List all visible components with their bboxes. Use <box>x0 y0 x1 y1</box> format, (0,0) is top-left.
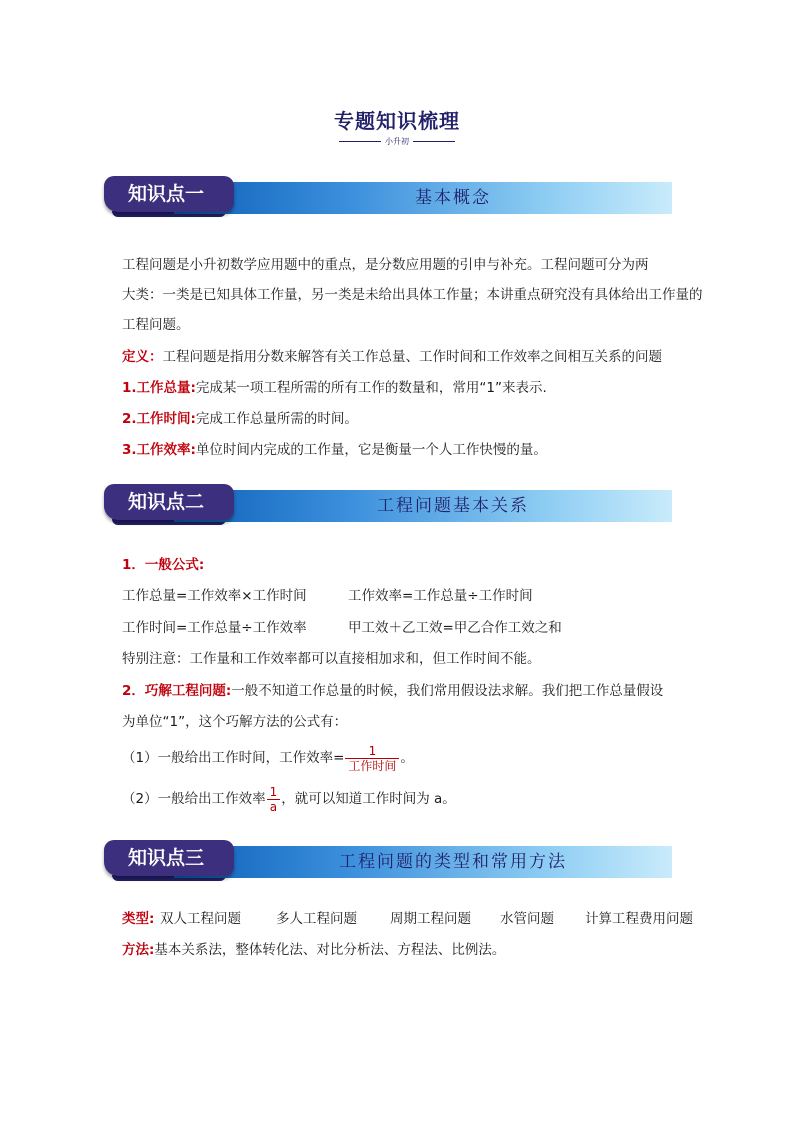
s1-intro-line-3: 工程问题。 <box>122 317 190 333</box>
page-subtitle-line <box>0 136 794 147</box>
fraction-numerator: 1 <box>368 743 377 758</box>
clever-method-label: 2．巧解工程问题: <box>122 683 232 699</box>
page-subtitle: 小升初 <box>385 137 409 146</box>
s1-item-2 <box>122 410 358 428</box>
s1-item-3 <box>122 441 547 459</box>
methods-label: 方法: <box>122 942 155 958</box>
item-label: 3.工作效率: <box>122 442 196 458</box>
type-item: 双人工程问题 <box>160 911 241 927</box>
section-title-3: 工程问题的类型和常用方法 <box>339 852 567 872</box>
fraction-numerator: 1 <box>269 784 278 799</box>
subtitle-rule-right <box>413 141 455 142</box>
section-title-1: 基本概念 <box>415 188 491 208</box>
s2-heading-1: 1．一般公式: <box>122 557 205 573</box>
s3-methods <box>122 941 505 959</box>
s2-note: 特别注意：工作量和工作效率都可以直接相加求和，但工作时间不能。 <box>122 651 541 667</box>
section-header-2 <box>104 484 672 526</box>
fraction-denominator: 工作时间 <box>345 758 399 773</box>
type-item: 周期工程问题 <box>390 911 471 927</box>
section-tab-2: 知识点二 <box>104 484 234 520</box>
formula-time: 工作时间=工作总量÷工作效率 <box>122 620 307 636</box>
type-item: 水管问题 <box>500 911 554 927</box>
section-tab-1: 知识点一 <box>104 176 234 212</box>
fraction-denominator: a <box>267 799 280 814</box>
formula-efficiency: 工作效率=工作总量÷工作时间 <box>348 588 533 604</box>
formula-total: 工作总量=工作效率×工作时间 <box>122 588 307 604</box>
s2-case-2 <box>122 784 456 814</box>
fraction-1-over-time <box>345 744 399 773</box>
type-item: 多人工程问题 <box>276 911 357 927</box>
case-2-text: （2）一般给出工作效率 <box>122 791 266 807</box>
s2-clever-method <box>122 682 663 700</box>
s1-item-1 <box>122 379 547 397</box>
clever-method-text: 一般不知道工作总量的时候，我们常用假设法求解。我们把工作总量假设 <box>231 683 664 699</box>
s1-intro-line-1: 工程问题是小升初数学应用题中的重点，是分数应用题的引申与补充。工程问题可分为两 <box>122 257 649 273</box>
item-label: 1.工作总量: <box>122 380 196 396</box>
item-text: 单位时间内完成的工作量，它是衡量一个人工作快慢的量。 <box>195 442 547 458</box>
item-text: 完成某一项工程所需的所有工作的数量和，常用“1”来表示. <box>195 380 547 396</box>
type-item: 计算工程费用问题 <box>585 911 693 927</box>
definition-label: 定义： <box>122 349 163 365</box>
definition-text: 工程问题是指用分数来解答有关工作总量、工作时间和工作效率之间相互关系的问题 <box>162 349 662 365</box>
case-1-end: 。 <box>400 750 414 766</box>
s3-types <box>122 910 154 928</box>
fraction-1-over-a <box>267 785 281 814</box>
case-1-text: （1）一般给出工作时间，工作效率= <box>122 750 345 766</box>
methods-text: 基本关系法，整体转化法、对比分析法、方程法、比例法。 <box>154 942 506 958</box>
case-2-end: ，就可以知道工作时间为 a。 <box>281 791 456 807</box>
s1-definition <box>122 348 662 366</box>
subtitle-rule-left <box>339 141 381 142</box>
s1-intro-line-2: 大类：一类是已知具体工作量，另一类是未给出具体工作量；本讲重点研究没有具体给出工作量的 <box>122 287 703 303</box>
s2-case-1 <box>122 743 414 773</box>
types-label: 类型: <box>122 911 155 927</box>
s2-clever-method-line-2: 为单位“1”，这个巧解方法的公式有： <box>122 714 348 730</box>
item-text: 完成工作总量所需的时间。 <box>195 411 358 427</box>
section-title-2: 工程问题基本关系 <box>377 496 529 516</box>
section-tab-3: 知识点三 <box>104 840 234 876</box>
formula-combined: 甲工效＋乙工效=甲乙合作工效之和 <box>348 620 562 636</box>
page-title-block <box>0 105 794 147</box>
page-title: 专题知识梳理 <box>334 109 460 133</box>
item-label: 2.工作时间: <box>122 411 196 427</box>
section-header-1 <box>104 176 672 218</box>
section-header-3 <box>104 840 672 882</box>
